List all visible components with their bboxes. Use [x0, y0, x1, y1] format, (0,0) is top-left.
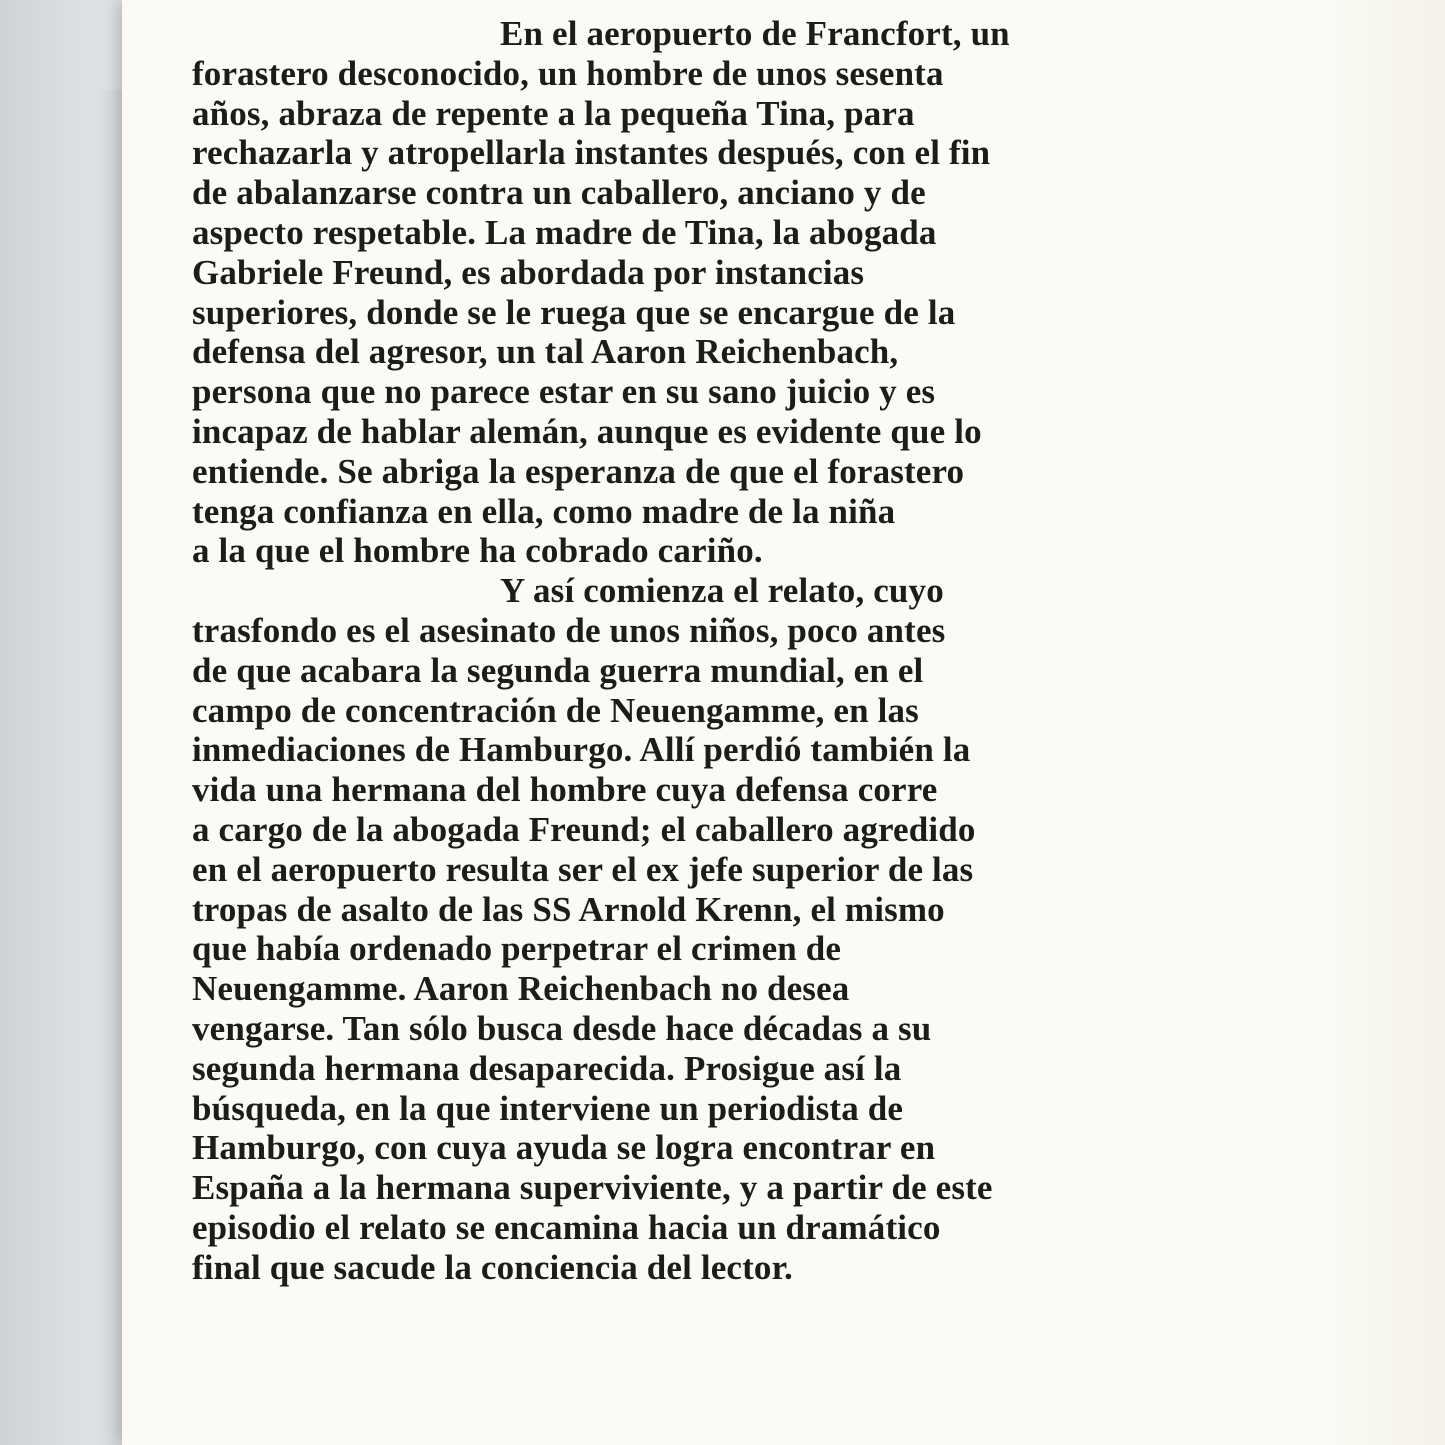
text-line: a la que el hombre ha cobrado cariño. — [192, 531, 763, 571]
text-line: aspecto respetable. La madre de Tina, la abogada — [192, 212, 937, 252]
text-line: Gabriele Freund, es abordada por instancias — [192, 252, 865, 292]
text-line: a cargo de la abogada Freund; el caballero agredido — [192, 809, 976, 849]
text-line: Hamburgo, con cuya ayuda se logra encontrar en — [192, 1128, 936, 1168]
text-line: vida una hermana del hombre cuya defensa corre — [192, 770, 938, 810]
text-line: tropas de asalto de las SS Arnold Krenn, el mismo — [192, 889, 945, 929]
text-line: rechazarla y atropellarla instantes después, con el fin — [192, 133, 991, 173]
text-line: incapaz de hablar alemán, aunque es evidente que lo — [192, 411, 982, 451]
text-line: tenga confianza en ella, como madre de la niña — [192, 491, 896, 531]
text-line: Y así comienza el relato, cuyo — [500, 571, 944, 611]
paragraph-2 — [192, 571, 1192, 1287]
text-line: En el aeropuerto de Francfort, un — [500, 14, 1010, 53]
text-line: que había ordenado perpetrar el crimen de — [192, 929, 842, 969]
text-line: defensa del agresor, un tal Aaron Reichenbach, — [192, 332, 899, 372]
text-line: forastero desconocido, un hombre de unos sesenta — [192, 53, 944, 93]
text-line: en el aeropuerto resulta ser el ex jefe superior de las — [192, 849, 974, 889]
text-line: final que sacude la conciencia del lector. — [192, 1247, 793, 1287]
text-line: Neuengamme. Aaron Reichenbach no desea — [192, 969, 850, 1009]
text-line: trasfondo es el asesinato de unos niños, poco antes — [192, 610, 946, 650]
text-line: España a la hermana superviviente, y a partir de este — [192, 1168, 993, 1208]
text-line: campo de concentración de Neuengamme, en las — [192, 690, 919, 730]
back-cover-blurb — [192, 14, 1192, 1288]
text-line: de abalanzarse contra un caballero, anciano y de — [192, 173, 926, 213]
text-line: superiores, donde se le ruega que se encargue de la — [192, 292, 956, 332]
text-line: segunda hermana desaparecida. Prosigue así la — [192, 1048, 902, 1088]
text-line: inmediaciones de Hamburgo. Allí perdió también la — [192, 730, 971, 770]
text-line: vengarse. Tan sólo busca desde hace décadas a su — [192, 1008, 932, 1048]
text-line: persona que no parece estar en su sano juicio y es — [192, 372, 936, 412]
text-line: de que acabara la segunda guerra mundial, en el — [192, 650, 924, 690]
text-line: búsqueda, en la que interviene un periodista de — [192, 1088, 904, 1128]
text-line: entiende. Se abriga la esperanza de que el forastero — [192, 451, 965, 491]
paragraph-1 — [192, 14, 1192, 571]
text-line: episodio el relato se encamina hacia un dramático — [192, 1207, 941, 1247]
text-line: años, abraza de repente a la pequeña Tina, para — [192, 93, 915, 133]
